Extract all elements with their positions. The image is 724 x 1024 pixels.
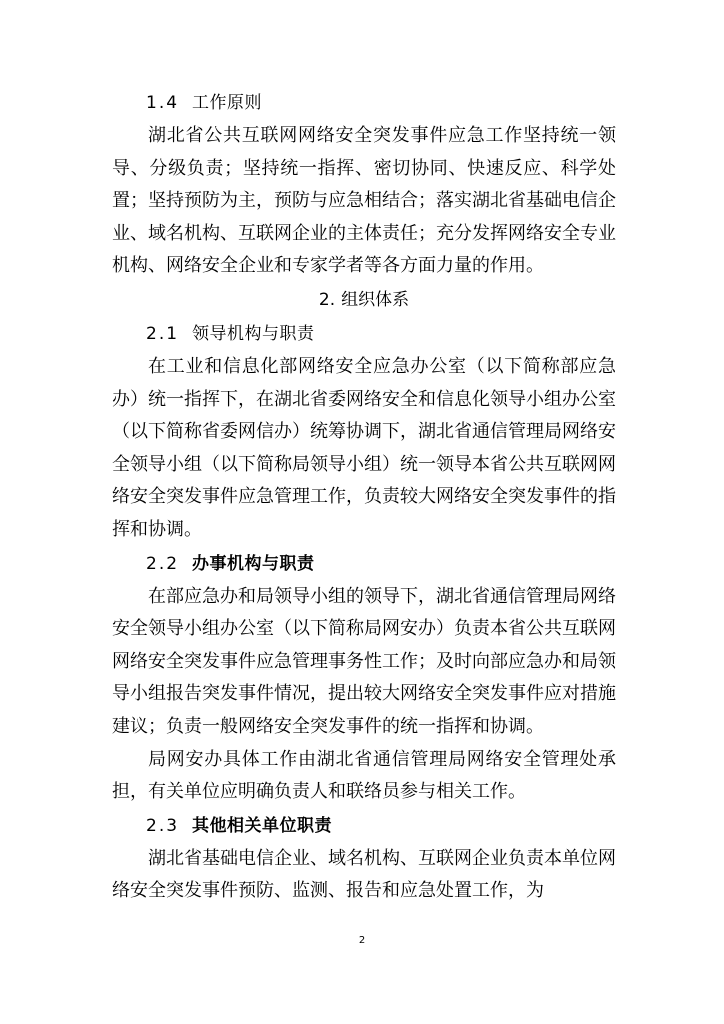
section-title: 其他相关单位职责 <box>192 815 332 836</box>
chapter-number: 2. <box>318 289 336 310</box>
section-number: 1.4 <box>146 93 180 113</box>
body-paragraph: 湖北省公共互联网网络安全突发事件应急工作坚持统一领导、分级负责；坚持统一指挥、密切协同、快速反应、科学处置；坚持预防为主，预防与应急相结合；落实湖北省基础电信企业、域名机构、互联网企业的主体责任；充分发挥网络安全专业机构、网络安全企业和专家学者等各方面力量的作用。 <box>112 125 616 277</box>
section-heading <box>112 317 616 351</box>
body-paragraph: 局网安办具体工作由湖北省通信管理局网络安全管理处承担，有关单位应明确负责人和联络员参与相关工作。 <box>112 748 616 803</box>
body-paragraph: 湖北省基础电信企业、域名机构、互联网企业负责本单位网络安全突发事件预防、监测、报告和应急处置工作，为 <box>112 847 616 902</box>
section-title: 办事机构与职责 <box>192 553 315 574</box>
body-paragraph: 在部应急办和局领导小组的领导下，湖北省通信管理局网络安全领导小组办公室（以下简称局网安办）负责本省公共互联网网络安全突发事件应急管理事务性工作；及时向部应急办和局领导小组报告突发事件情况，提出较大网络安全突发事件应对措施建议；负责一般网络安全突发事件的统一指挥和协调。 <box>112 585 616 737</box>
section-number: 2.1 <box>146 323 180 344</box>
chapter-title: 组织体系 <box>341 289 410 310</box>
body-paragraph: 在工业和信息化部网络安全应急办公室（以下简称部应急办）统一指挥下，在湖北省委网络安全和信息化领导小组办公室（以下简称省委网信办）统筹协调下，湖北省通信管理局网络安全领导小组（以下简称局领导小组）统一领导本省公共互联网网络安全突发事件应急管理工作，负责较大网络安全突发事件的指挥和协调。 <box>112 355 616 540</box>
section-number: 2.2 <box>146 553 180 574</box>
section-title: 工作原则 <box>192 93 262 113</box>
page-number: 2 <box>358 935 366 946</box>
section-heading <box>112 547 616 581</box>
chapter-heading <box>112 283 616 317</box>
section-number: 2.3 <box>146 815 180 836</box>
document-body <box>112 86 616 908</box>
section-heading <box>112 809 616 843</box>
section-title: 领导机构与职责 <box>192 323 315 344</box>
section-heading <box>112 86 616 120</box>
